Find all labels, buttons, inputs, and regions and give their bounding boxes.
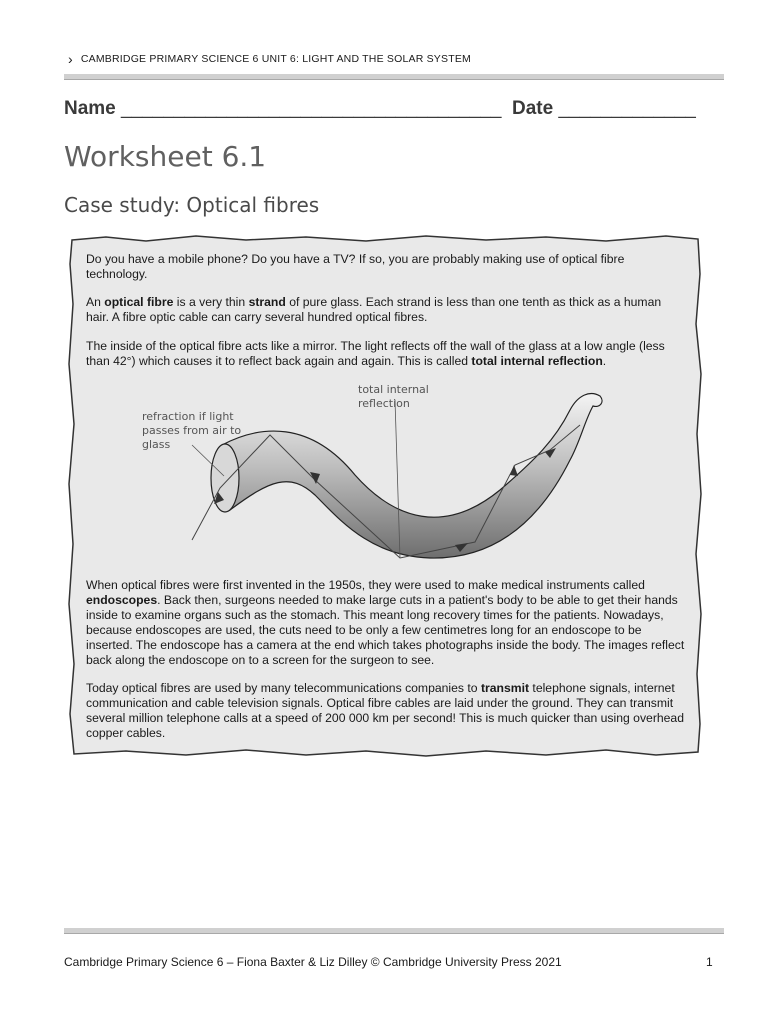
name-label: Name [64,98,116,119]
name-date-line [64,98,696,120]
term-endoscopes: endoscopes [86,593,158,607]
header-rule [64,74,724,80]
paragraph-mirror: The inside of the optical fibre acts like a mirror. The light reflects off the wall of the glass at a low angle (less than 42°) which causes it to reflect back again and again. This is called total internal reflection. [86,339,665,368]
date-field[interactable]: _____________ [558,98,696,119]
name-field[interactable]: ____________________________________ [121,98,502,119]
label-refraction: refraction if light passes from air to glass [142,410,242,451]
header-text: CAMBRIDGE PRIMARY SCIENCE 6 UNIT 6: LIGHT AND THE SOLAR SYSTEM [80,53,471,65]
paragraph-telecommunications: Today optical fibres are used by many telecommunications companies to transmit telephone signals, internet communication and cable television signals. Optical fibre cables are laid under the ground. They can transmit several million telephone calls at a speed of 200 000 km per second! This is much quicker than using overhead copper cables. [86,681,684,740]
term-optical-fibre: optical fibre [104,295,174,309]
paragraph-intro: Do you have a mobile phone? Do you have a TV? If so, you are probably making use of optical fibre technology. [86,252,625,281]
footer-credit: Cambridge Primary Science 6 – Fiona Baxter & Liz Dilley © Cambridge University Press 2021 [64,955,562,969]
worksheet-title: Worksheet 6.1 [64,140,267,173]
running-header [68,52,471,66]
page-number: 1 [706,955,713,969]
worksheet-subtitle: Case study: Optical fibres [64,193,320,217]
label-total-internal-reflection: total internal reflection [358,383,429,410]
term-total-internal-reflection: total internal reflection [471,354,603,368]
footer-rule [64,928,724,934]
chevron-right-icon: › [68,51,73,67]
paragraph-endoscopes: When optical fibres were first invented in the 1950s, they were used to make medical instruments called endoscopes. Back then, surgeons needed to make large cuts in a patient's body to be able to get their hands inside to examine organs such as the stomach. This meant long recovery times for the patients. Nowadays, because endoscopes are used, the cuts need to be only a few centimetres long for an endoscope to be inserted. The endoscope has a camera at the end which takes photographs inside the body. The images reflect back along the endoscope on to a screen for the surgeon to see. [86,578,685,667]
term-strand: strand [248,295,286,309]
date-label: Date [512,98,554,119]
paragraph-definition: An optical fibre is a very thin strand of pure glass. Each strand is less than one tenth as thick as a human hair. A fibre optic cable can carry several hundred optical fibres. [86,295,662,324]
term-transmit: transmit [480,681,530,695]
